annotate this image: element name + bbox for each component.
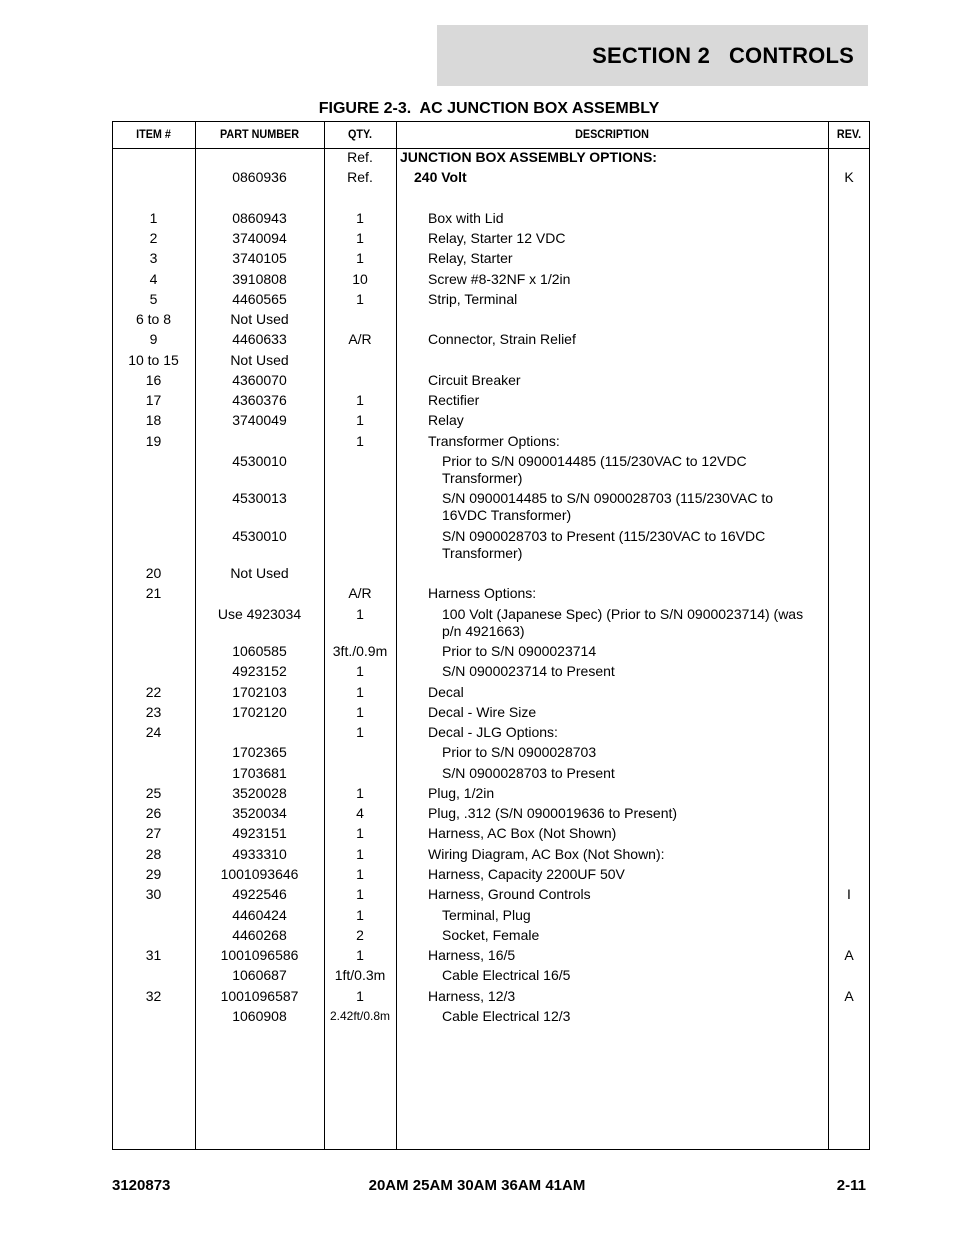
description: Decal - JLG Options: bbox=[428, 724, 558, 740]
part-number: 1703681 bbox=[232, 765, 287, 781]
description: JUNCTION BOX ASSEMBLY OPTIONS: bbox=[400, 149, 657, 165]
description: S/N 0900028703 to Present (115/230VAC to 16VDC Transformer) bbox=[442, 528, 766, 561]
description: Cable Electrical 16/5 bbox=[442, 967, 571, 983]
part-number: 4460633 bbox=[232, 331, 287, 347]
quantity: 2 bbox=[356, 927, 364, 943]
figure-title: FIGURE 2-3. AC JUNCTION BOX ASSEMBLY bbox=[318, 100, 660, 117]
part-number: 3740049 bbox=[232, 412, 287, 428]
quantity: 1 bbox=[356, 230, 364, 246]
item-number: 4 bbox=[149, 271, 158, 287]
description: Terminal, Plug bbox=[442, 907, 531, 923]
description: Transformer Options: bbox=[428, 433, 560, 449]
description: Relay, Starter bbox=[428, 250, 513, 266]
item-number: 1 bbox=[149, 210, 158, 226]
description: Rectifier bbox=[428, 392, 480, 408]
item-number: 22 bbox=[145, 684, 162, 700]
description: Prior to S/N 0900014485 (115/230VAC to 12VDC Transformer) bbox=[442, 453, 747, 486]
part-number: 4530013 bbox=[232, 490, 287, 506]
part-number: 4530010 bbox=[232, 528, 287, 544]
description: Decal bbox=[428, 684, 464, 700]
description: Harness, AC Box (Not Shown) bbox=[428, 825, 617, 841]
description: S/N 0900023714 to Present bbox=[442, 663, 615, 679]
item-number: 9 bbox=[149, 331, 158, 347]
part-number: Use 4923034 bbox=[217, 606, 302, 622]
quantity: 1 bbox=[356, 663, 364, 679]
description: Relay bbox=[428, 412, 464, 428]
part-number: 3740105 bbox=[232, 250, 287, 266]
quantity: 1 bbox=[356, 947, 364, 963]
footer-page-number: 2-11 bbox=[836, 1177, 866, 1194]
item-number: 25 bbox=[145, 785, 162, 801]
footer-models: 20AM 25AM 30AM 36AM 41AM bbox=[368, 1177, 586, 1194]
part-number: 1060687 bbox=[232, 967, 287, 983]
section-title: SECTION 2 CONTROLS bbox=[592, 42, 854, 68]
quantity: 1 bbox=[356, 846, 364, 862]
header-rev: REV. bbox=[836, 127, 862, 141]
part-number: 0860936 bbox=[232, 169, 287, 185]
description: Cable Electrical 12/3 bbox=[442, 1008, 571, 1024]
description: Harness, 12/3 bbox=[428, 988, 516, 1004]
part-number: 3740094 bbox=[232, 230, 287, 246]
description: Strip, Terminal bbox=[428, 291, 518, 307]
part-number: Not Used bbox=[230, 565, 289, 581]
item-number: 10 to 15 bbox=[128, 352, 179, 368]
part-number: 1702365 bbox=[232, 744, 287, 760]
description: Prior to S/N 0900023714 bbox=[442, 643, 597, 659]
description: Box with Lid bbox=[428, 210, 504, 226]
part-number: 4360376 bbox=[232, 392, 287, 408]
part-number: Not Used bbox=[230, 311, 289, 327]
description: Harness, Capacity 2200UF 50V bbox=[428, 866, 625, 882]
quantity: Ref. bbox=[347, 169, 373, 185]
description: Socket, Female bbox=[442, 927, 540, 943]
quantity: 1 bbox=[356, 988, 364, 1004]
description: Harness, 16/5 bbox=[428, 947, 516, 963]
quantity: Ref. bbox=[347, 149, 373, 165]
description: Relay, Starter 12 VDC bbox=[428, 230, 566, 246]
quantity: 1 bbox=[356, 412, 364, 428]
header-item: ITEM # bbox=[136, 127, 171, 141]
part-number: 4460565 bbox=[232, 291, 287, 307]
column-divider bbox=[396, 121, 397, 1150]
header-part-number: PART NUMBER bbox=[219, 127, 300, 141]
part-number: 0860943 bbox=[232, 210, 287, 226]
quantity: 1 bbox=[356, 250, 364, 266]
part-number: 4360070 bbox=[232, 372, 287, 388]
item-number: 16 bbox=[145, 372, 162, 388]
quantity: 1 bbox=[356, 210, 364, 226]
item-number: 19 bbox=[145, 433, 162, 449]
item-number: 27 bbox=[145, 825, 162, 841]
quantity: 10 bbox=[352, 271, 368, 287]
item-number: 28 bbox=[145, 846, 162, 862]
quantity: 1 bbox=[356, 785, 364, 801]
part-number: 1060908 bbox=[232, 1008, 287, 1024]
quantity: 1 bbox=[356, 291, 364, 307]
header-qty: QTY. bbox=[347, 127, 372, 141]
description: Prior to S/N 0900028703 bbox=[442, 744, 597, 760]
description: Harness, Ground Controls bbox=[428, 886, 591, 902]
description: Plug, 1/2in bbox=[428, 785, 495, 801]
item-number: 29 bbox=[145, 866, 162, 882]
description: S/N 0900014485 to S/N 0900028703 (115/230VAC to 16VDC Transformer) bbox=[442, 490, 774, 523]
quantity: 3ft./0.9m bbox=[332, 643, 388, 659]
quantity: 1 bbox=[356, 392, 364, 408]
item-number: 20 bbox=[145, 565, 162, 581]
description: S/N 0900028703 to Present bbox=[442, 765, 615, 781]
part-number: 4460268 bbox=[232, 927, 287, 943]
description: Wiring Diagram, AC Box (Not Shown): bbox=[428, 846, 665, 862]
description: 100 Volt (Japanese Spec) (Prior to S/N 0900023714) (was p/n 4921663) bbox=[442, 606, 804, 639]
quantity: 1 bbox=[356, 433, 364, 449]
part-number: Not Used bbox=[230, 352, 289, 368]
item-number: 26 bbox=[145, 805, 162, 821]
item-number: 2 bbox=[149, 230, 158, 246]
part-number: 3520034 bbox=[232, 805, 287, 821]
quantity: A/R bbox=[348, 331, 372, 347]
quantity: 1 bbox=[356, 724, 364, 740]
part-number: 4530010 bbox=[232, 453, 287, 469]
part-number: 1001093646 bbox=[220, 866, 299, 882]
item-number: 21 bbox=[145, 585, 162, 601]
quantity: 1 bbox=[356, 684, 364, 700]
quantity: 1 bbox=[356, 704, 364, 720]
footer-doc-number: 3120873 bbox=[112, 1177, 171, 1194]
quantity: A/R bbox=[348, 585, 372, 601]
quantity: 1 bbox=[356, 866, 364, 882]
section-banner bbox=[437, 25, 868, 86]
item-number: 24 bbox=[145, 724, 162, 740]
description: Connector, Strain Relief bbox=[428, 331, 576, 347]
item-number: 30 bbox=[145, 886, 162, 902]
item-number: 17 bbox=[145, 392, 162, 408]
item-number: 18 bbox=[145, 412, 162, 428]
item-number: 5 bbox=[149, 291, 158, 307]
part-number: 4923152 bbox=[232, 663, 287, 679]
description: Plug, .312 (S/N 0900019636 to Present) bbox=[428, 805, 678, 821]
quantity: 1 bbox=[356, 886, 364, 902]
header-description: DESCRIPTION bbox=[575, 127, 649, 141]
quantity: 1 bbox=[356, 907, 364, 923]
revision: A bbox=[844, 988, 854, 1004]
part-number: 3910808 bbox=[232, 271, 287, 287]
item-number: 3 bbox=[149, 250, 158, 266]
part-number: 1060585 bbox=[232, 643, 287, 659]
part-number: 4933310 bbox=[232, 846, 287, 862]
description: Harness Options: bbox=[428, 585, 537, 601]
quantity: 1 bbox=[356, 606, 364, 622]
quantity: 2.42ft/0.8m bbox=[329, 1009, 391, 1023]
description: Screw #8-32NF x 1/2in bbox=[428, 271, 571, 287]
quantity: 4 bbox=[356, 805, 364, 821]
revision: I bbox=[847, 886, 851, 902]
part-number: 1702103 bbox=[232, 684, 287, 700]
item-number: 31 bbox=[145, 947, 162, 963]
quantity: 1ft/0.3m bbox=[334, 967, 386, 983]
part-number: 1001096587 bbox=[220, 988, 299, 1004]
part-number: 1702120 bbox=[232, 704, 287, 720]
revision: A bbox=[844, 947, 854, 963]
item-number: 32 bbox=[145, 988, 162, 1004]
description: Decal - Wire Size bbox=[428, 704, 537, 720]
item-number: 6 to 8 bbox=[135, 311, 172, 327]
item-number: 23 bbox=[145, 704, 162, 720]
revision: K bbox=[844, 169, 854, 185]
description: 240 Volt bbox=[414, 169, 467, 185]
quantity: 1 bbox=[356, 825, 364, 841]
part-number: 1001096586 bbox=[220, 947, 299, 963]
part-number: 4460424 bbox=[232, 907, 287, 923]
description: Circuit Breaker bbox=[428, 372, 521, 388]
part-number: 4923151 bbox=[232, 825, 287, 841]
part-number: 4922546 bbox=[232, 886, 287, 902]
part-number: 3520028 bbox=[232, 785, 287, 801]
